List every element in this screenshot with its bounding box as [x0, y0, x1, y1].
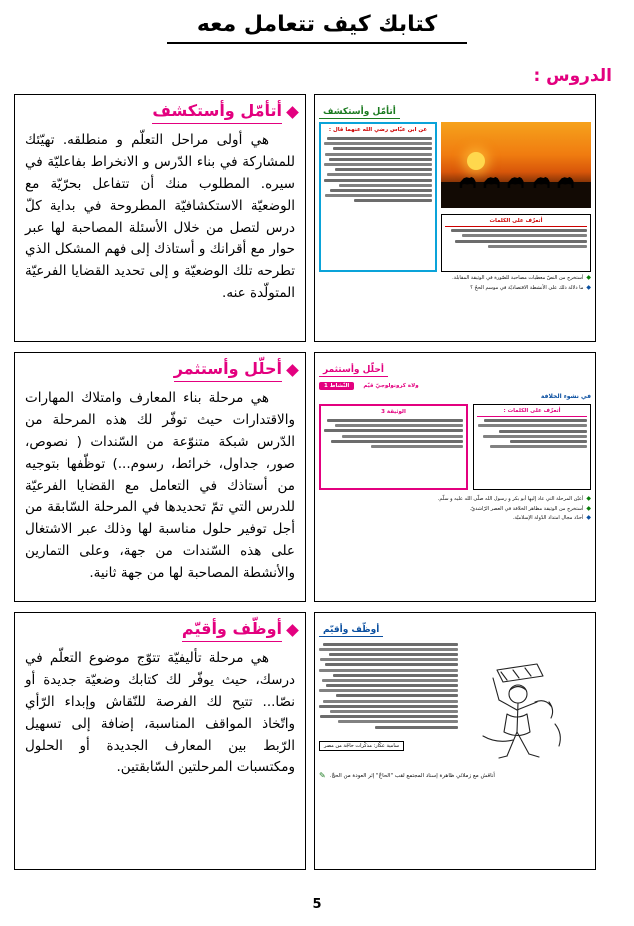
section-title: أوظّف وأقيّم [182, 619, 282, 642]
source-box-title: الوثيقة 3 [381, 409, 406, 416]
diamond-bullet-icon [286, 106, 299, 119]
task-item [319, 285, 591, 293]
bullet-icon: ◆ [586, 283, 591, 291]
task-text: أستخرج من الوثيقة مظاهر الخلافة في العصر الرّاشديّ. [469, 505, 584, 512]
vocabulary-box [441, 214, 591, 272]
quote-box-title: عن ابن عبّاس رضي الله عنهما قال : [328, 127, 428, 134]
story-signature: سامية عكّار: مذكّرات حاجّة من مصر [319, 741, 404, 751]
diamond-bullet-icon [286, 364, 299, 377]
section-heading-analyze [23, 359, 297, 382]
section-body [23, 386, 297, 593]
ground-shape [441, 182, 591, 208]
section-body-text: هي مرحلة تأليفيّة تتوّج موضوع التعلّم في درسك، حيث يوفّر لك كتابك وضعيّة جديدة أو نصّا... تتيح لك الفرصة للنّقاش وإبداء الرّأي واتّخاذ المواقف المناسبة، إضافة إلى تسهيل الرّبط بين المعارف الجديدة أو الحلول ومكتسبات المرحلتين السّابقتين. [25, 650, 295, 776]
story-text [319, 643, 458, 729]
task-item [319, 496, 591, 504]
source-document-box [319, 404, 468, 490]
task-item [319, 506, 591, 514]
vocabulary-box-text [477, 419, 587, 448]
closing-task [319, 772, 591, 780]
mini-heading-wrap [319, 357, 591, 380]
section-text-analyze [14, 352, 306, 602]
section-heading-explore [23, 101, 297, 124]
diamond-bullet-icon [286, 624, 299, 637]
activity-bar [319, 382, 591, 390]
section-title: أتأمّل وأستكشف [152, 101, 282, 124]
section-body [23, 646, 297, 861]
vocabulary-box-title: أتعرّف على الكلمات [445, 218, 587, 227]
mini-heading: أحلّل وأستثمر [319, 365, 388, 377]
task-item [319, 515, 591, 523]
lessons-heading: الدروس : [533, 66, 612, 87]
sections-container [14, 94, 620, 870]
pencil-icon: ✎ [319, 771, 326, 781]
mini-heading: أوظّف وأقيّم [319, 625, 383, 637]
vocabulary-box-text [445, 229, 587, 248]
pilgrim-sketch-drawing [463, 640, 591, 768]
tasks-list [319, 496, 591, 523]
quote-document-box [319, 122, 437, 272]
title-underline [167, 42, 467, 44]
section-row-analyze [14, 352, 620, 602]
section-body-text: هي أولى مراحل التعلّم و منطلقه. تهيّئك للمشاركة في بناء الدّرس و الانخراط بفاعليّة في سيره. المطلوب منك أن تتفاعل بحرّيّة مع الوضعيّة الاستكشافيّة المطروحة في بداية كلّ درس لتصل من خلال الأسئلة المصاحبة لها عبر حوار مع أقرانك و أستاذك إلى فهم المشكل الذي تطرحه تلك الوضعيّة و إلى تحديد القضايا الفرعيّة المتولّدة عنه. [25, 132, 295, 302]
activity-subheading: في نشوء الخلافة [540, 393, 591, 401]
bullet-icon: ◆ [586, 514, 591, 522]
activity-badge: النّشاط 1 [319, 382, 354, 390]
task-item [319, 275, 591, 283]
sun-shape [467, 152, 485, 170]
task-text: ما دلالة ذلك على الأنشطة الاقتصاديّة في موسم الحجّ ؟ [470, 284, 584, 291]
task-text: أحدّد مجال امتداد الدّولة الإسلاميّة. [512, 515, 584, 522]
activity-note: ولاة كرونولوجيّ قيّم [363, 383, 419, 390]
section-text-invest [14, 612, 306, 870]
textbook-preview-analyze [314, 352, 596, 602]
page-title: كتابك كيف تتعامل معه [196, 12, 438, 37]
task-text: أعيّن المرحلة التي عاد إليها أبو بكر و رسول الله صلّى الله عليه و سلّم. [437, 496, 584, 503]
quote-box-text [324, 137, 432, 202]
section-body-text: هي مرحلة بناء المعارف وامتلاك المهارات والاقتدارات حيث توفّر لك هذه المرحلة من الدّرس شبكة متنوّعة من السّندات ( نصوص، صور، جداول، خرائط، رسوم...) توظّفها بتوجيه من أستاذك في التعامل مع القضايا الفرعيّة للدرس التي تمّ تحديدها في المرحلة السّابقة من أجل توفير حلول مناسبة لها وذلك عبر الاشتغال على هذه السّندات من جهة، وعلى التمارين والأنشطة المصاحبة لها من جهة ثانية. [25, 390, 295, 582]
textbook-preview-explore [314, 94, 596, 342]
vocabulary-box-title: أتعرّف على الكلمات : [477, 408, 587, 417]
section-title: أحلّل وأستثمر [174, 359, 282, 382]
bullet-icon: ◆ [586, 274, 591, 282]
section-body [23, 128, 297, 333]
section-row-explore [14, 94, 620, 342]
task-text: أستخرج من النصّ معطيات مصاحبة للصّورة في الوثيقة المقابلة. [452, 275, 584, 282]
section-heading-invest [23, 619, 297, 642]
bullet-icon: ◆ [586, 504, 591, 512]
textbook-preview-invest [314, 612, 596, 870]
section-text-explore [14, 94, 306, 342]
page-root [0, 12, 634, 926]
mini-heading-wrap [319, 99, 591, 122]
mini-heading: أتأمّل وأستكشف [319, 107, 400, 119]
mini-heading-wrap [319, 617, 591, 640]
source-box-text [324, 419, 463, 448]
section-row-invest [14, 612, 620, 870]
closing-task-text: أناقش مع زملائي ظاهرة إسناد المجتمع لقب "الحاجّ" إثر العودة من الحجّ. [329, 773, 495, 780]
camel-caravan-sunset-photo [441, 122, 591, 208]
page-number: 5 [312, 897, 322, 912]
bullet-icon: ◆ [586, 495, 591, 503]
tasks-list [319, 275, 591, 292]
vocabulary-box [473, 404, 591, 490]
